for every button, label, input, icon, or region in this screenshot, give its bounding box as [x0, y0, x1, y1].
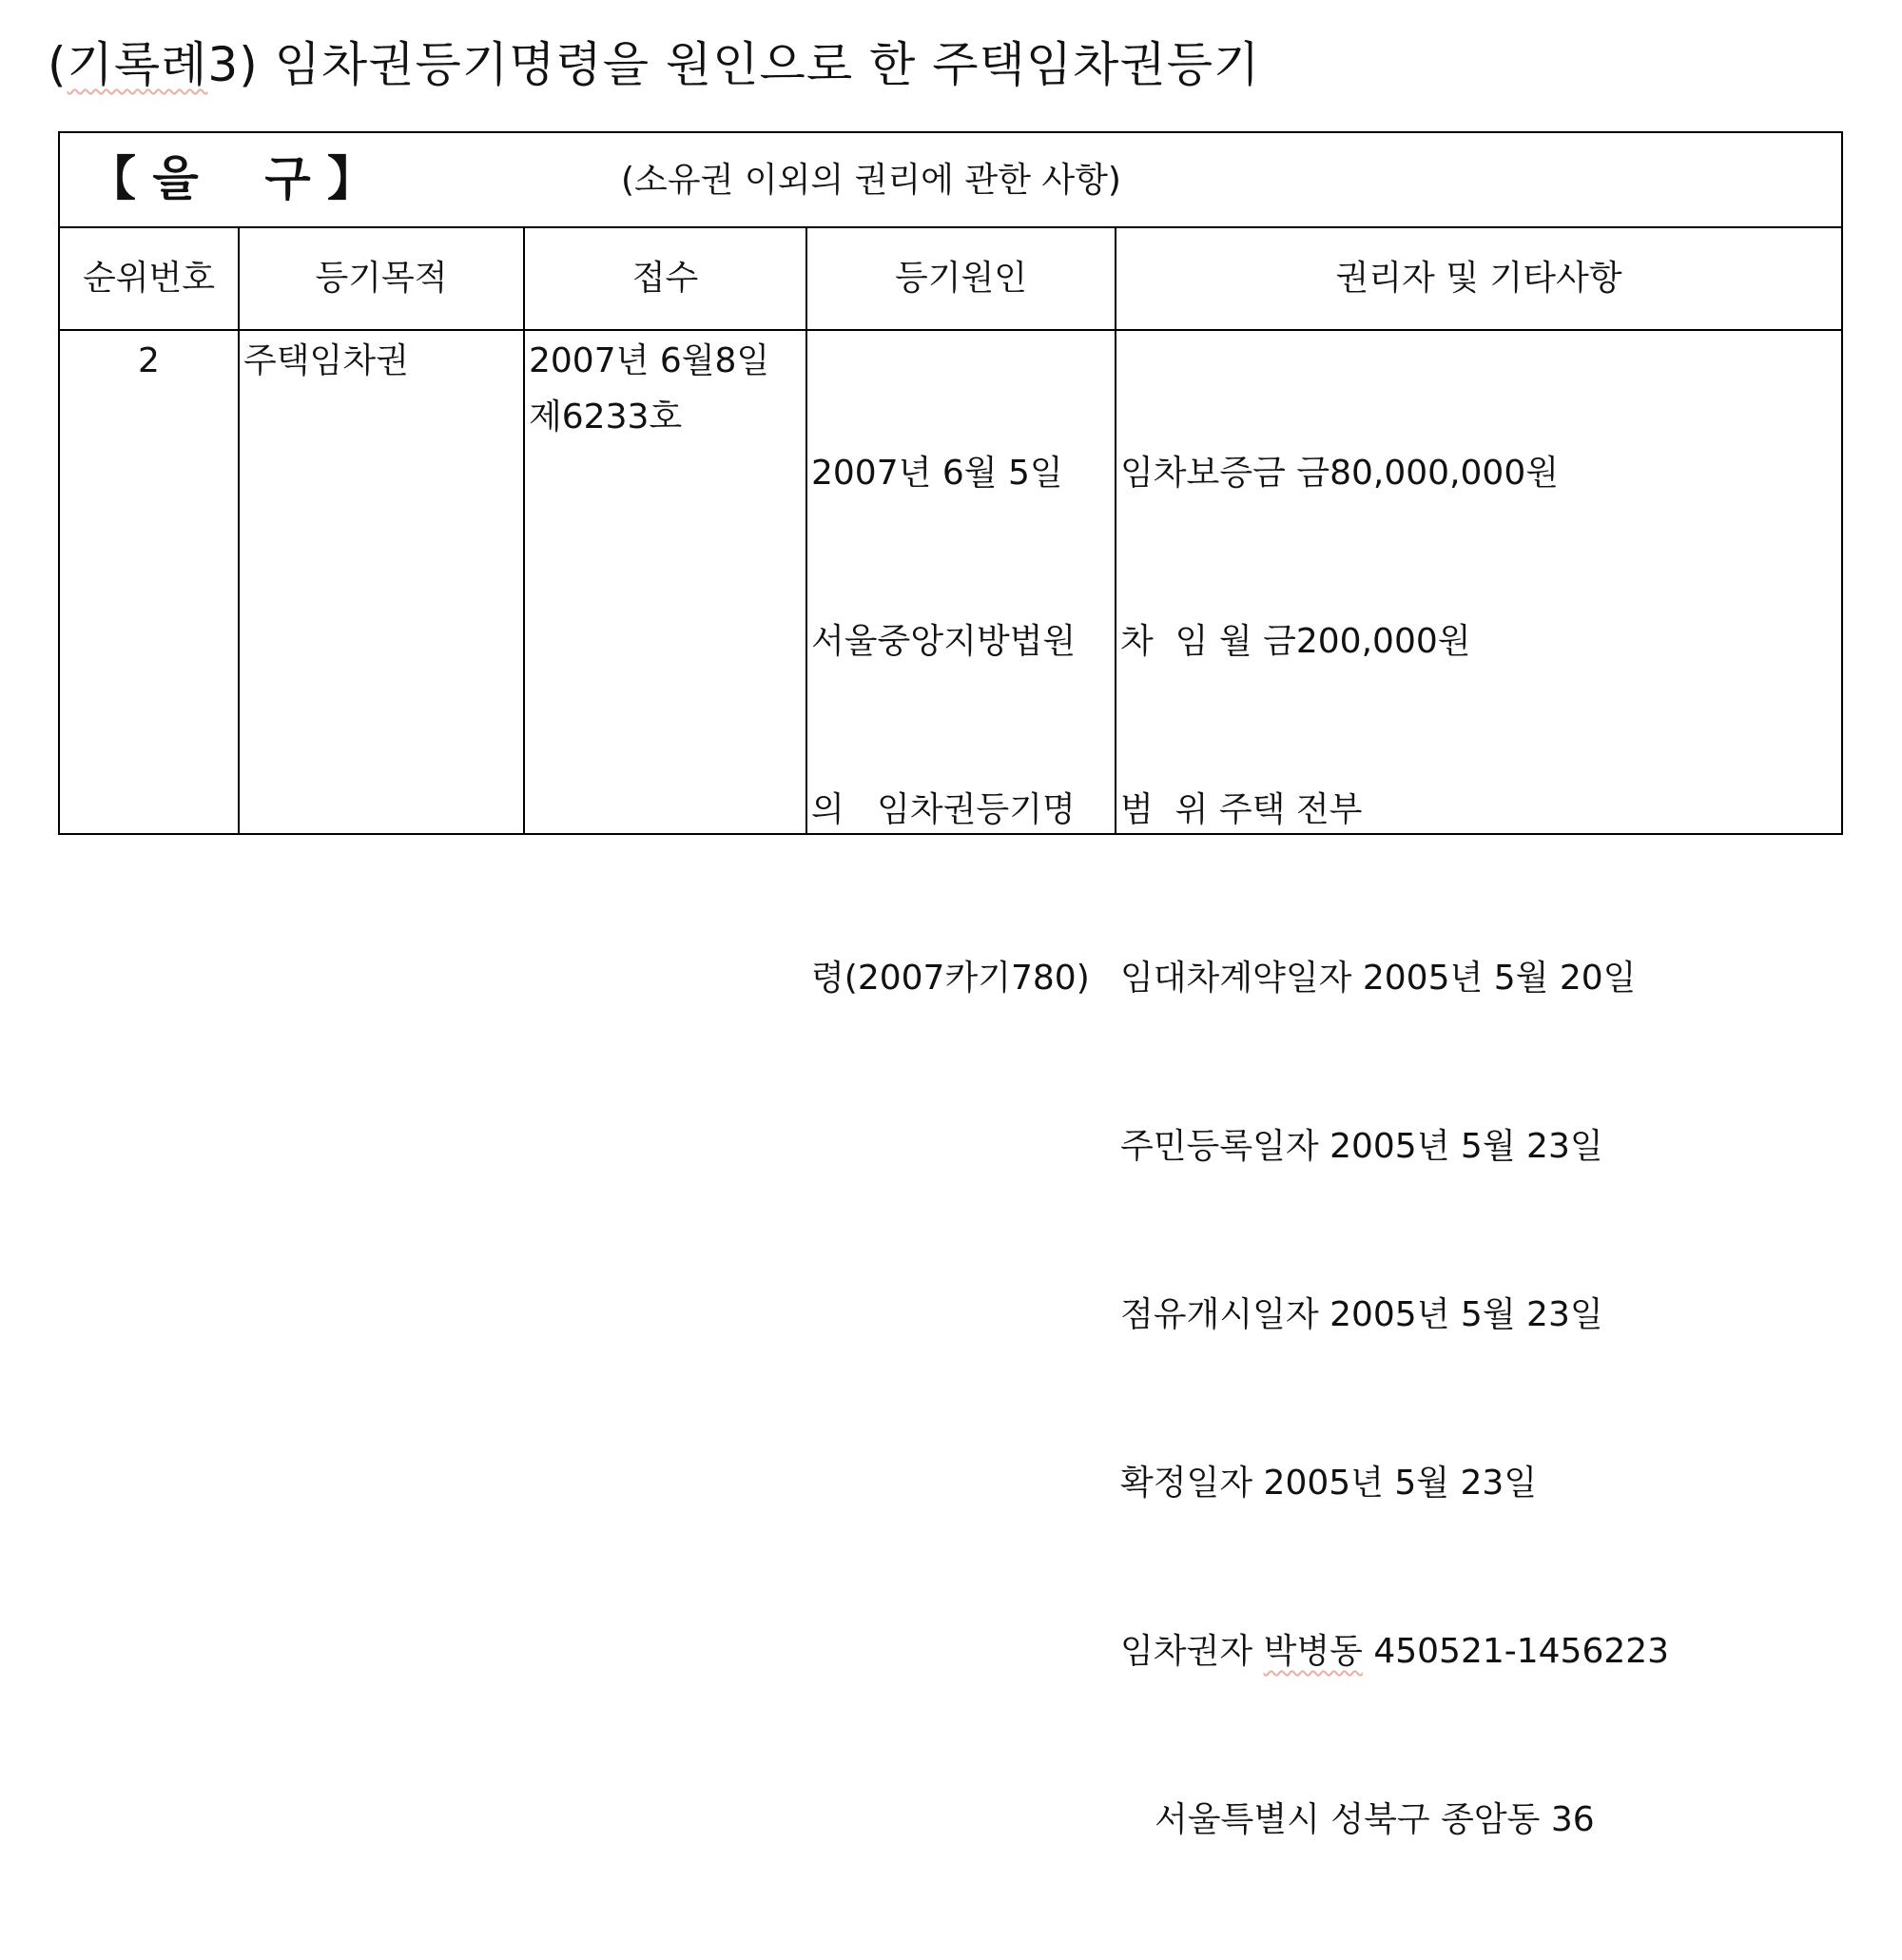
spellcheck-marked-word: 기록례: [67, 37, 208, 92]
detail-line: 임대차계약일자 2005년 5월 20일: [1120, 959, 1637, 998]
detail-line: 확정일자 2005년 5월 23일: [1120, 1464, 1538, 1503]
seq-value: 2: [138, 341, 160, 380]
receipt-number: 제6233호: [529, 398, 683, 437]
title-prefix: (: [48, 37, 68, 92]
cause-line: 의 임차권등기명: [811, 790, 1076, 829]
section-header: [60, 133, 1841, 228]
header-purpose: 등기목적: [315, 259, 448, 298]
detail-line: 점유개시일자 2005년 5월 23일: [1120, 1295, 1603, 1334]
cause-line: 서울중앙지방법원: [811, 622, 1077, 661]
cell-cause: [811, 333, 1090, 1118]
column-divider: [238, 228, 240, 833]
holder-id: 450521-1456223: [1362, 1632, 1670, 1671]
cell-purpose: [243, 333, 409, 389]
header-cause: 등기원인: [894, 259, 1028, 298]
header-receipt: 접수: [631, 259, 699, 298]
header-seq-number: 순위번호: [82, 259, 216, 298]
cause-line: 령(2007카기780): [811, 959, 1090, 998]
cell-seq-number: [60, 333, 238, 389]
holder-label: 임차권자: [1120, 1632, 1264, 1671]
column-header-row: [60, 228, 1841, 331]
header-details: 권리자 및 기타사항: [1335, 259, 1622, 298]
detail-line: 임차보증금 금80,000,000원: [1120, 454, 1559, 493]
column-divider: [523, 228, 525, 833]
column-divider: [1115, 228, 1116, 833]
cell-receipt: [529, 333, 769, 445]
detail-line: 차 임 월 금200,000원: [1120, 622, 1471, 661]
document-title: [48, 30, 1260, 99]
title-text: 3) 임차권등기명령을 원인으로 한 주택임차권등기: [207, 37, 1261, 92]
section-description: (소유권 이외의 권리에 관한 사항): [621, 161, 1121, 200]
detail-line: 범 위 주택 전부: [1120, 790, 1363, 829]
column-divider: [805, 228, 807, 833]
register-table: [58, 131, 1843, 1839]
purpose-value: 주택임차권: [243, 341, 409, 380]
cell-details: [1120, 333, 1669, 1960]
holder-address: 서울특별시 성북구 종암동 36: [1155, 1800, 1595, 1839]
holder-name: 박병동: [1263, 1632, 1363, 1671]
holder-line: [1120, 1623, 1669, 1679]
receipt-date: 2007년 6월8일: [529, 341, 770, 380]
detail-line: 주민등록일자 2005년 5월 23일: [1120, 1127, 1603, 1166]
section-title: 【 을 구 】: [88, 151, 376, 206]
cause-line: 2007년 6월 5일: [811, 454, 1063, 493]
